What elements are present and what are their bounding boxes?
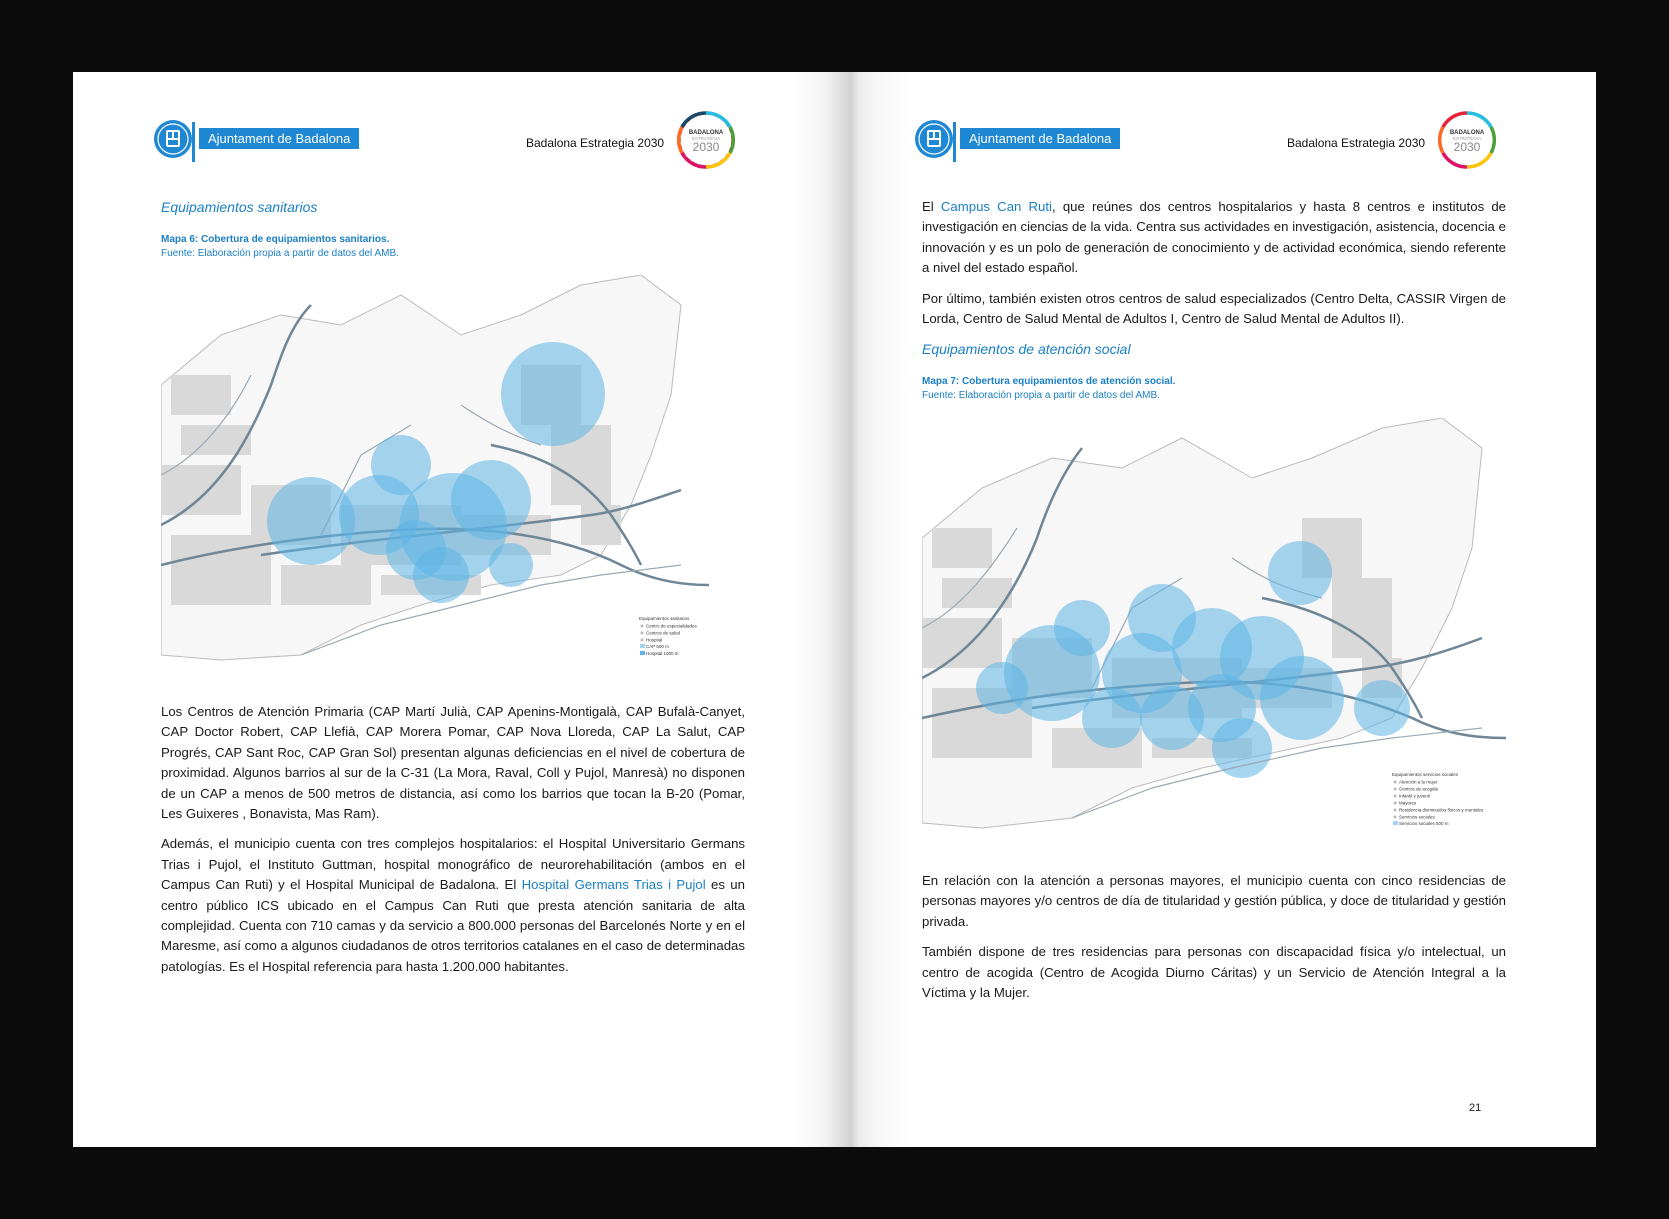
left-paragraph-2-text-end: es un centro público ICS ubicado en el Campus Can Ruti que presta atención sanitaria de alta complejidad. Cuenta con 710 camas y da servicio a 800.000 personas del Barcelonés Norte y en el Maresme, así como a algunos ciudadanos de otros territorios catalanes en el caso de determinadas patologías. Es el Hospital referencia para hasta 1.200.000 habitantes. bbox=[161, 877, 745, 974]
map6-legend-item: Centro de especialidades bbox=[646, 623, 697, 629]
strategy-title: Badalona Estrategia 2030 bbox=[1287, 136, 1426, 150]
map6-health-coverage bbox=[161, 275, 709, 663]
map7-legend-title: Equipamientos servicios sociales bbox=[1392, 772, 1459, 777]
badge-mid-text: ESTRATÈGIA bbox=[1452, 136, 1482, 141]
map6-legend-title: Equipamientos sanitarios bbox=[639, 616, 690, 621]
map6-legend-item: CAP 500 m bbox=[646, 644, 669, 649]
page-header bbox=[914, 109, 1532, 179]
right-page bbox=[834, 72, 1596, 1147]
strategy-title: Badalona Estrategia 2030 bbox=[526, 136, 665, 150]
left-body-text bbox=[161, 702, 745, 987]
map7-legend-item: Servicios sociales bbox=[1399, 814, 1435, 820]
map7-legend-item: Centros de acogida bbox=[1399, 786, 1439, 792]
section-title-atencion-social: Equipamientos de atención social bbox=[922, 341, 1131, 357]
org-name: Ajuntament de Badalona bbox=[960, 128, 1120, 149]
left-paragraph-2 bbox=[161, 834, 745, 977]
map7-legend-item: Mayores bbox=[1399, 800, 1417, 806]
badalona-shield-icon bbox=[153, 119, 193, 159]
right-paragraph-3: En relación con la atención a personas mayores, el municipio cuenta con cinco residencias de personas mayores y/o centros de día de titularidad y gestión pública, y doce de titularidad y gestión privada. bbox=[922, 873, 1506, 929]
right-body-text-bottom bbox=[922, 871, 1506, 1013]
right-paragraph-2: Por último, también existen otros centros de salud especializados (Centro Delta, CASSIR Virgen de Lorda, Centro de Salud Mental de Adultos I, Centro de Salud Mental de Adultos II). bbox=[922, 290, 1506, 327]
map7-title: Mapa 7: Cobertura equipamientos de atención social. bbox=[922, 376, 1176, 387]
badalona-2030-badge-icon bbox=[1436, 109, 1498, 171]
left-page bbox=[73, 72, 835, 1147]
logo-divider bbox=[953, 122, 956, 162]
section-title-sanitarios: Equipamientos sanitarios bbox=[161, 199, 318, 215]
map7-legend-item: Infantil y juvenil bbox=[1399, 793, 1430, 799]
badalona-shield-icon bbox=[914, 119, 954, 159]
left-paragraph-2-text: Además, el municipio cuenta con tres complejos hospitalarios: el Hospital Universitario Germans Trias i Pujol, el Instituto Guttman, hospital monográfico de neurorehabilitación (ambos en el Campus Can Ruti) y el Hospital Municipal de Badalona. El bbox=[161, 836, 745, 893]
badge-mid-text: ESTRATÈGIA bbox=[691, 136, 721, 141]
badge-year-text: 2030 bbox=[1453, 140, 1481, 154]
map6-legend-item: Hospital bbox=[646, 637, 663, 643]
org-name: Ajuntament de Badalona bbox=[199, 128, 359, 149]
badalona-2030-badge-icon bbox=[675, 109, 737, 171]
right-paragraph-4: También dispone de tres residencias para personas con discapacidad física y/o intelectual, un centro de acogida (Centro de Acogida Diurno Cáritas) y un Servicio de Atención Integral a la Víctima y la Mujer. bbox=[922, 944, 1506, 1001]
page-number: 21 bbox=[1469, 1102, 1482, 1114]
left-paragraph-1: Los Centros de Atención Primaria (CAP Martí Julià, CAP Apenins-Montigalà, CAP Bufalà-Canyet, CAP Doctor Robert, CAP Llefià, CAP Morera Pomar, CAP Nova Lloreda, CAP La Salut, CAP Progrés, CAP Sant Roc, CAP Gran Sol) presentan algunas deficiencias en el nivel de cobertura de proximidad. Algunos barrios al sur de la C-31 (La Mora, Raval, Coll y Pujol, Manresà) no disponen de un CAP a menos de 500 metros de distancia, así como los barrios que tocan la B-20 (Pomar, Les Guixeres , Bonavista, Mas Ram). bbox=[161, 704, 745, 822]
map6-legend-item: Centros de salud bbox=[646, 630, 681, 636]
map6-legend-item: Hospital 1000 m bbox=[646, 651, 679, 656]
right-paragraph-1-text-end: , que reúnes dos centros hospitalarios y hasta 8 centros e institutos de investigación en ciencias de la vida. Centra sus actividades en investigación, asistencia, docencia e innovación y es un polo de generación de conocimiento y de actividad económica, siendo referente a nivel del estado español. bbox=[922, 199, 1507, 276]
right-paragraph-1-text: El bbox=[922, 199, 941, 214]
hospital-germans-trias-link[interactable]: Hospital Germans Trias i Pujol bbox=[521, 877, 706, 893]
map7-source: Fuente: Elaboración propia a partir de datos del AMB. bbox=[922, 390, 1160, 401]
right-body-text-top bbox=[922, 197, 1506, 339]
map7-legend-item: Servicios sociales 500 m bbox=[1399, 821, 1449, 826]
document-spread bbox=[73, 72, 1596, 1147]
map7-legend-item: Residencia disminuidos físicos y mentales bbox=[1399, 807, 1484, 813]
right-paragraph-1 bbox=[922, 197, 1506, 279]
badge-year-text: 2030 bbox=[692, 140, 720, 154]
page-header bbox=[153, 109, 771, 179]
map7-legend-item: Atención a la mujer bbox=[1399, 779, 1438, 785]
map6-title: Mapa 6: Cobertura de equipamientos sanitarios. bbox=[161, 234, 390, 245]
logo-divider bbox=[192, 122, 195, 162]
campus-can-ruti-link[interactable]: Campus Can Ruti bbox=[940, 199, 1052, 214]
badge-top-text: BADALONA bbox=[1449, 130, 1485, 136]
map6-source: Fuente: Elaboración propia a partir de datos del AMB. bbox=[161, 248, 399, 259]
badge-top-text: BADALONA bbox=[688, 130, 724, 136]
map7-social-coverage bbox=[922, 418, 1506, 830]
